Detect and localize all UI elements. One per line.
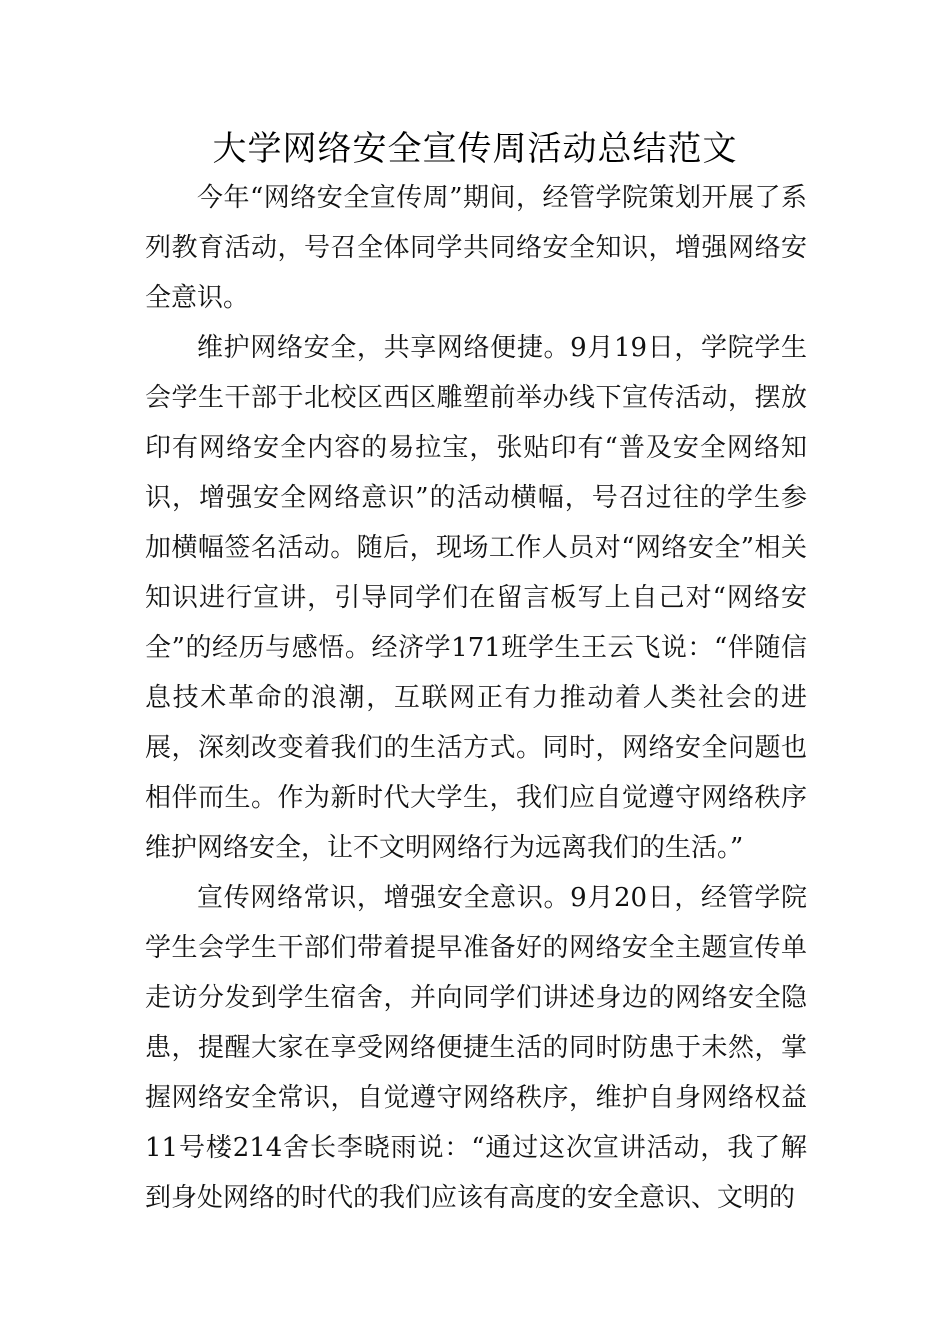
paragraph-2: 维护网络安全，共享网络便捷。9月19日，学院学生会学生干部于北校区西区雕塑前举办线下宣传活动，摆放印有网络安全内容的易拉宝，张贴印有“普及安全网络知识，增强安全网络意识”的活动横幅，号召过往的学生参加横幅签名活动。随后，现场工作人员对“网络安全”相关知识进行宣讲，引导同学们在留言板写上自己对“网络安全”的经历与感悟。经济学171班学生王云飞说：“伴随信息技术革命的浪潮，互联网正有力推动着人类社会的进展，深刻改变着我们的生活方式。同时，网络安全问题也相伴而生。作为新时代大学生，我们应自觉遵守网络秩序维护网络安全，让不文明网络行为远离我们的生活。” — [145, 333, 807, 863]
document-body — [145, 173, 807, 1223]
paragraph-3: 宣传网络常识，增强安全意识。9月20日，经管学院学生会学生干部们带着提早准备好的网络安全主题宣传单走访分发到学生宿舍，并向同学们讲述身边的网络安全隐患，提醒大家在享受网络便捷生活的同时防患于未然，掌握网络安全常识，自觉遵守网络秩序，维护自身网络权益11号楼214舍长李晓雨说：“通过这次宣讲活动，我了解到身处网络的时代的我们应该有高度的安全意识、文明的 — [145, 883, 807, 1213]
paragraph-1: 今年“网络安全宣传周”期间，经管学院策划开展了系列教育活动，号召全体同学共同络安全知识，增强网络安全意识。 — [145, 183, 807, 313]
document-title: 大学网络安全宣传周活动总结范文 — [212, 129, 738, 169]
